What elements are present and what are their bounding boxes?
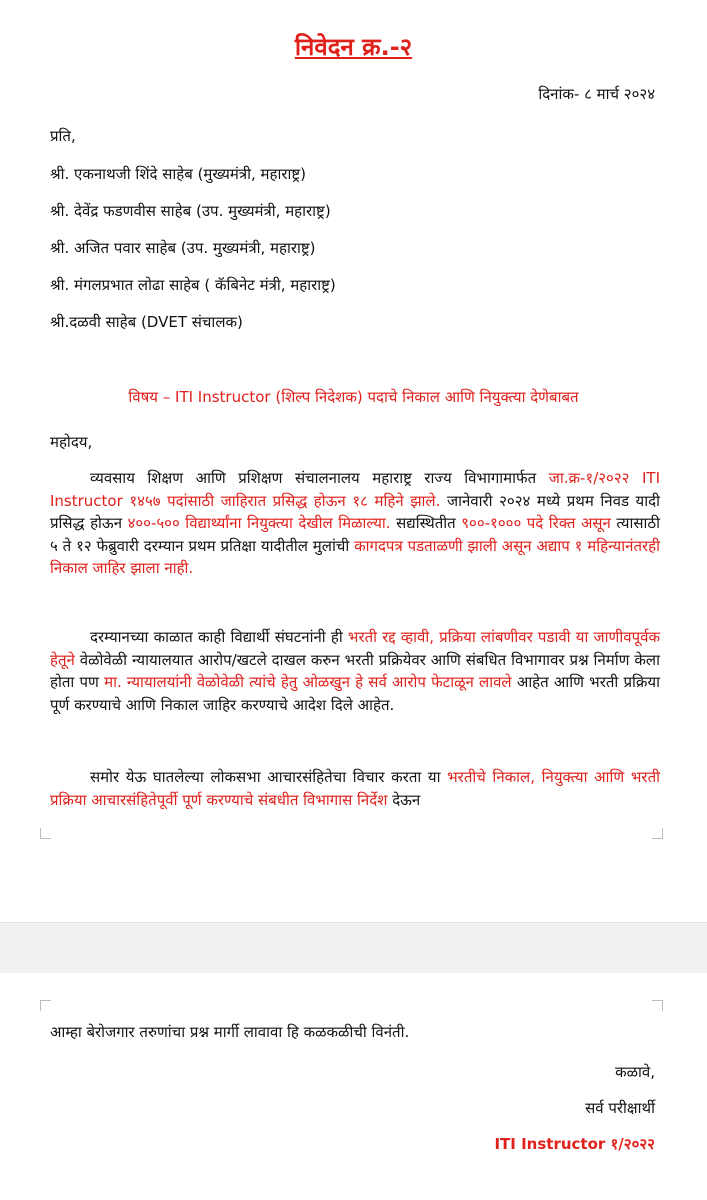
salutation: महोदय, — [50, 433, 93, 451]
paragraph-text: देऊन — [387, 790, 421, 809]
page-break — [0, 922, 707, 974]
highlighted-text: जा.क्र-१/२०२२ ITI Instructor १४५७ पदांसाठी जाहिरात प्रसिद्ध होऊन १८ महिने झाले. — [50, 469, 660, 510]
letter-date: दिनांक- ८ मार्च २०२४ — [538, 85, 655, 103]
paragraph-text: त्यासाठी ५ ते १२ फेब्रुवारी दरम्यान प्रथम प्रतिक्षा यादीतील मुलांची — [50, 514, 660, 555]
recipient-item: श्री. अजित पवार साहेब (उप. मुख्यमंत्री, महाराष्ट्र) — [50, 239, 316, 257]
recipient-item: श्री. एकनाथजी शिंदे साहेब (मुख्यमंत्री, महाराष्ट्र) — [50, 165, 306, 183]
sign-off: कळावे, — [615, 1063, 655, 1081]
page-corner-mark — [652, 828, 663, 839]
recipient-item: श्री. मंगलप्रभात लोढा साहेब ( कॅबिनेट मंत्री, महाराष्ट्र) — [50, 276, 336, 294]
letter-subject: विषय – ITI Instructor (शिल्प निदेशक) पदाचे निकाल आणि नियुक्त्या देणेबाबत — [128, 388, 579, 406]
paragraph-text: व्यवसाय शिक्षण आणि प्रशिक्षण संचालनालय महाराष्ट्र राज्य विभागामार्फत — [90, 469, 549, 487]
paragraph-text: जानेवारी २०२४ मध्ये प्रथम निवड यादी प्रसिद्ध होऊन — [50, 491, 660, 532]
recipient-item: श्री. देवेंद्र फडणवीस साहेब (उप. मुख्यमंत्री, महाराष्ट्र) — [50, 202, 331, 220]
document-page-2 — [0, 973, 707, 1200]
highlighted-text: कागदपत्र पडताळणी झाली असून अद्याप १ महिन्यानंतरही निकाल जाहिर झाला नाही. — [50, 536, 660, 577]
signatory: सर्व परीक्षार्थी — [585, 1099, 655, 1117]
paragraph-text: वेळोवेळी न्यायालयात आरोप/खटले दाखल करुन भरती प्रक्रियेवर आणि संबधित विभागावर प्रश्न निर्माण केला होता पण — [50, 650, 660, 691]
body-paragraph-1 — [50, 467, 660, 580]
page-corner-mark — [40, 828, 51, 839]
paragraph-text: समोर येऊ घातलेल्या लोकसभा आचारसंहितेचा विचार करता या — [90, 768, 448, 786]
highlighted-text: ४००-५०० विद्यार्थ्यांना नियुक्त्या देखील मिळाल्या. — [127, 514, 391, 532]
paragraph-text: आहेत आणि भरती प्रक्रिया पूर्ण करण्याचे आणि निकाल जाहिर करण्याचे आदेश दिले आहेत. — [50, 673, 661, 714]
highlighted-text: भरती रद्द व्हावी, प्रक्रिया लांबणीवर पडावी या जाणीवपूर्वक हेतूने — [50, 628, 660, 669]
page-corner-mark — [652, 1000, 663, 1011]
body-paragraph-2 — [50, 626, 660, 716]
highlighted-text: मा. न्यायालयांनी वेळोवेळी त्यांचे हेतु ओळखुन हे सर्व आरोप फेटाळून लावले — [104, 673, 512, 691]
to-label: प्रति, — [50, 127, 76, 145]
body-paragraph-3 — [50, 766, 660, 811]
page-corner-mark — [40, 1000, 51, 1011]
letter-title: निवेदन क्र.-२ — [294, 33, 413, 61]
highlighted-text: ९००-१००० पदे रिक्त असून — [461, 514, 611, 532]
closing-request: आम्हा बेरोजगार तरुणांचा प्रश्न मार्गी लावावा हि कळकळीची विनंती. — [50, 1023, 410, 1041]
highlighted-text: भरतीचे निकाल, नियुक्त्या आणि भरती प्रक्रिया आचारसंहितेपूर्वी पूर्ण करण्याचे संबधीत विभागास निर्देश — [50, 768, 660, 809]
paragraph-text: सद्यस्थितीत — [390, 514, 462, 532]
signatory-group: ITI Instructor १/२०२२ — [494, 1135, 655, 1153]
paragraph-text: दरम्यानच्या काळात काही विद्यार्थी संघटनांनी ही — [90, 628, 348, 646]
recipient-item: श्री.दळवी साहेब (DVET संचालक) — [50, 313, 243, 331]
